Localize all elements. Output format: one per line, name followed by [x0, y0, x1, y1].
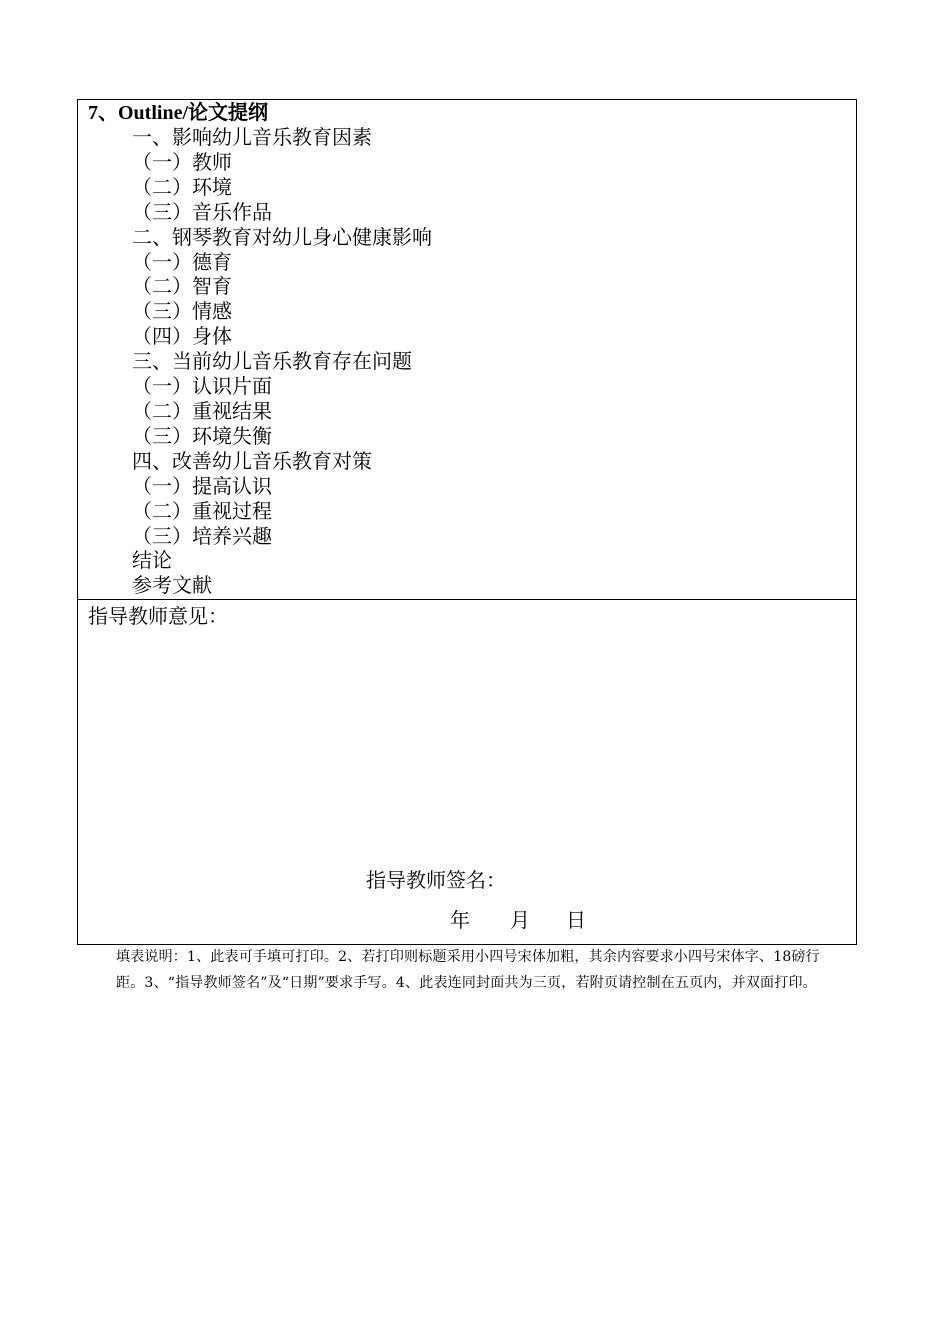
outline-list — [78, 125, 432, 598]
outline-item: 二、钢琴教育对幼儿身心健康影响 — [132, 224, 432, 249]
date-year-label: 年 — [450, 908, 470, 932]
outline-item: （二）重视结果 — [132, 398, 272, 423]
outline-item: （三）音乐作品 — [132, 199, 272, 224]
date-day-label: 日 — [566, 908, 586, 932]
form-instructions: 填表说明：1、此表可手填可打印。2、若打印则标题采用小四号宋体加粗，其余内容要求小四号宋体字、18磅行距。3、“指导教师签名”及“日期”要求手写。4、此表连同封面共为三页，若附页请控制在五页内，并双面打印。 — [116, 949, 820, 991]
outline-item: 四、改善幼儿音乐教育对策 — [132, 448, 372, 473]
outline-item: （四）身体 — [132, 324, 232, 349]
outline-section — [78, 100, 856, 600]
outline-item: （三）环境失衡 — [132, 423, 272, 448]
outline-item: 一、影响幼儿音乐教育因素 — [132, 125, 372, 149]
outline-heading: 7、Outline/论文提纲 — [88, 102, 269, 124]
outline-item: （一）提高认识 — [132, 473, 272, 498]
signature-date — [450, 908, 586, 932]
outline-item: （二）重视过程 — [132, 498, 272, 523]
advisor-opinion-label: 指导教师意见： — [88, 604, 228, 628]
outline-item: （一）德育 — [132, 249, 232, 274]
outline-item: （三）情感 — [132, 299, 232, 324]
thesis-form-table — [77, 99, 857, 945]
outline-item: （一）教师 — [132, 149, 232, 174]
advisor-opinion-section — [78, 600, 856, 944]
outline-item: 参考文献 — [132, 573, 212, 598]
outline-item: （三）培养兴趣 — [132, 523, 272, 548]
outline-item: （一）认识片面 — [132, 374, 272, 399]
date-month-label: 月 — [510, 908, 530, 932]
outline-item: （二）环境 — [132, 174, 232, 199]
advisor-signature-label: 指导教师签名： — [366, 868, 506, 892]
outline-item: （二）智育 — [132, 274, 232, 299]
outline-item: 三、当前幼儿音乐教育存在问题 — [132, 349, 412, 374]
outline-item: 结论 — [132, 548, 172, 573]
